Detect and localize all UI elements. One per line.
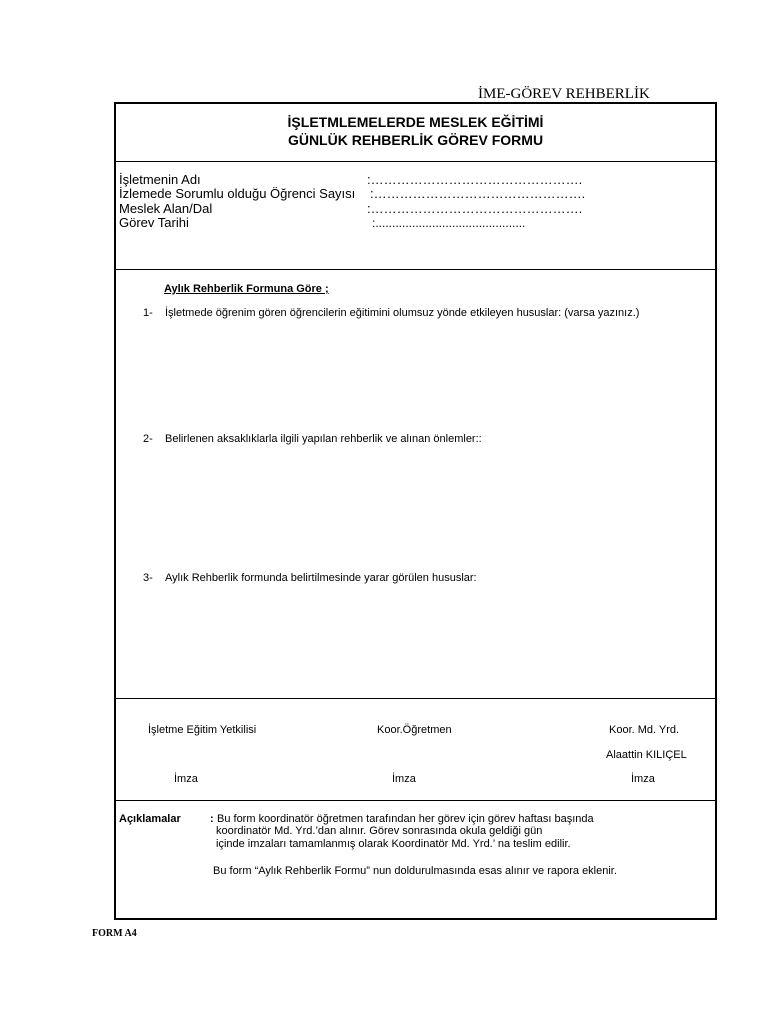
notes-line: içinde imzaları tamamlanmış olarak Koordinatör Md. Yrd.’ na teslim edilir. [216, 838, 571, 850]
student-count-field[interactable]: :…………………………………………. [370, 186, 586, 201]
task-date-field[interactable]: :............................................. [372, 216, 526, 230]
form-footer-code: FORM A4 [92, 928, 137, 939]
item-answer-area[interactable] [130, 590, 700, 690]
task-date-label: Görev Tarihi [119, 215, 189, 230]
item-answer-area[interactable] [130, 452, 700, 562]
student-count-label: İzlemede Sorumlu olduğu Öğrenci Sayısı [119, 186, 356, 201]
signature-field-deputy: İmza [631, 773, 655, 785]
form-title-line1: İŞLETMLEMELERDE MESLEK EĞİTİMİ [287, 114, 544, 130]
item-text: Aylık Rehberlik formunda belirtilmesinde yarar görülen hususlar: [165, 572, 477, 584]
company-name-label: İşletmenin Adı [119, 172, 201, 187]
signatory-deputy-title: Koor. Md. Yrd. [609, 724, 680, 736]
item-text: İşletmede öğrenim gören öğrencilerin eğitimini olumsuz yönde etkileyen hususlar: (varsa yazınız.) [165, 307, 640, 319]
field-branch-field[interactable]: :…………………………………………. [367, 201, 583, 216]
form-title-line2: GÜNLÜK REHBERLİK GÖREV FORMU [287, 132, 544, 148]
item-number: 2- [143, 433, 153, 445]
signatory-deputy-name: Alaattin KILIÇEL [606, 749, 687, 761]
divider [114, 800, 717, 801]
signatory-company-title: İşletme Eğitim Yetkilisi [148, 724, 257, 736]
notes-line: koordinatör Md. Yrd.’dan alınır. Görev sonrasında okula geldiği gün [216, 825, 543, 837]
divider [114, 698, 717, 699]
signature-field-teacher: İmza [392, 773, 416, 785]
item-text: Belirlenen aksaklıklarla ilgili yapılan rehberlik ve alınan önlemler:: [165, 433, 482, 445]
form-header-code: İME-GÖREV REHBERLİK [478, 86, 650, 102]
signature-field-company: İmza [174, 773, 198, 785]
signatory-teacher-title: Koor.Öğretmen [377, 724, 452, 736]
notes-colon: : [210, 813, 214, 825]
field-branch-label: Meslek Alan/Dal [119, 201, 213, 216]
notes-label: Açıklamalar [119, 813, 181, 825]
notes-line: Bu form “Aylık Rehberlik Formu” nun doldurulmasında esas alınır ve rapora eklenir. [213, 865, 617, 877]
item-number: 3- [143, 572, 153, 584]
company-name-field[interactable]: :…………………………………………. [367, 172, 583, 187]
item-answer-area[interactable] [130, 325, 700, 425]
divider [114, 161, 717, 162]
section-title: Aylık Rehberlik Formuna Göre ; [164, 283, 329, 295]
notes-line: Bu form koordinatör öğretmen tarafından her görev için görev haftası başında [217, 813, 594, 825]
item-number: 1- [143, 307, 153, 319]
divider [114, 269, 717, 270]
